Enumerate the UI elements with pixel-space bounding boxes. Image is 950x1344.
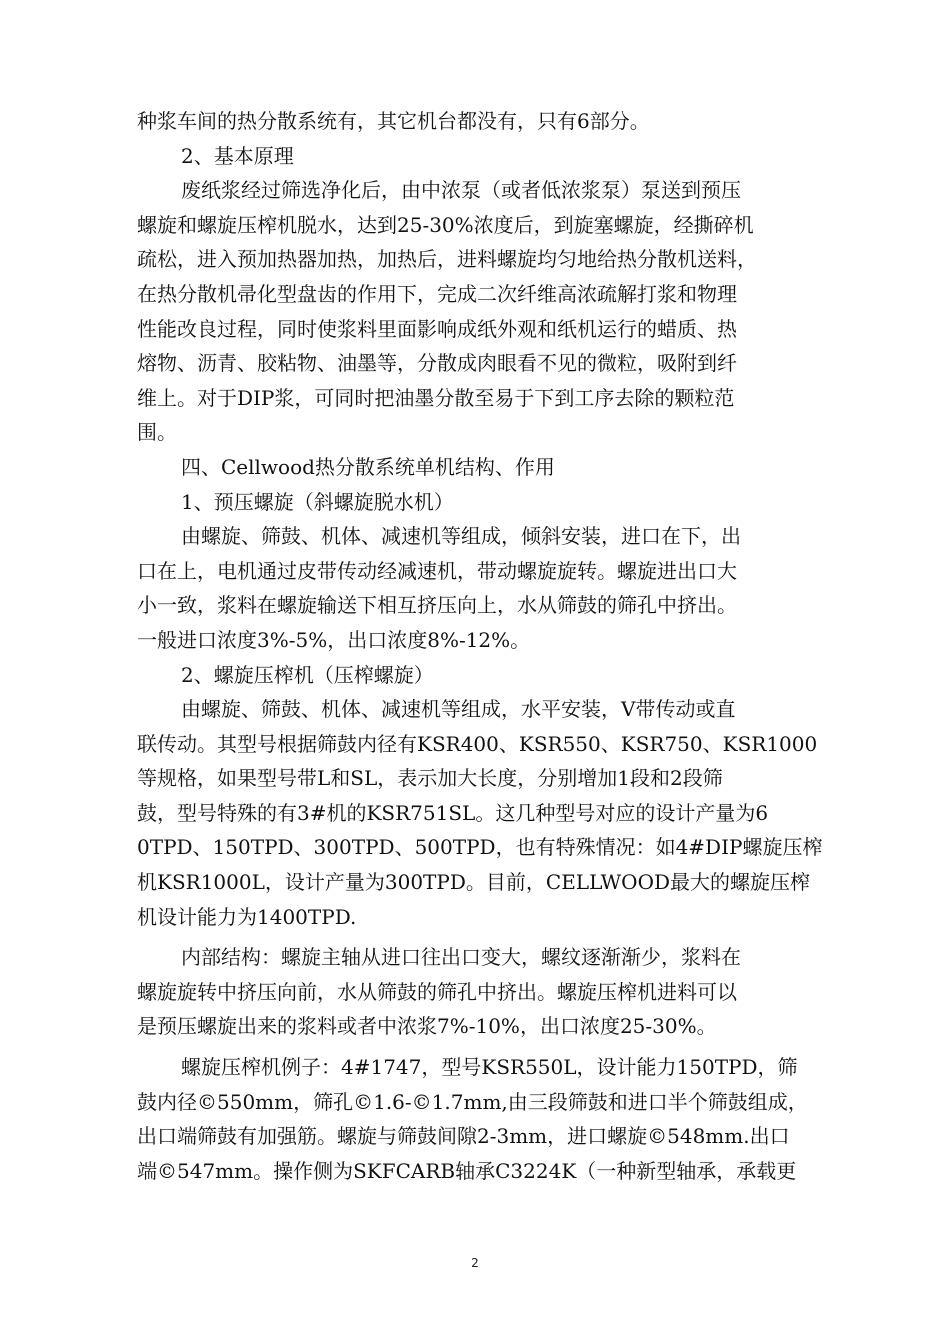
- section-heading: 四、Cellwood热分散系统单机结构、作用: [181, 454, 555, 479]
- text-line: 鼓，型号特殊的有3#机的KSR751SL。这几种型号对应的设计产量为6: [137, 800, 769, 825]
- text-line: 等规格，如果型号带L和SL，表示加大长度，分别增加1段和2段筛: [137, 766, 723, 791]
- text-line: 围。: [137, 420, 177, 445]
- text-line: 由螺旋、筛鼓、机体、减速机等组成，倾斜安装，进口在下，出: [181, 524, 741, 549]
- text-line: 维上。对于DIP浆，可同时把油墨分散至易于下到工序去除的颗粒范: [137, 385, 735, 410]
- section-heading: 2、基本原理: [181, 143, 294, 168]
- text-line: 废纸浆经过筛选净化后，由中浓泵（或者低浓浆泵）泵送到预压: [181, 178, 741, 203]
- text-line: 口在上，电机通过皮带传动经减速机，带动螺旋旋转。螺旋进出口大: [137, 558, 737, 583]
- text-line: 是预压螺旋出来的浆料或者中浓浆7%-10%，出口浓度25-30%。: [137, 1014, 717, 1039]
- text-line: 性能改良过程，同时使浆料里面影响成纸外观和纸机运行的蜡质、热: [137, 316, 737, 341]
- text-line: 小一致，浆料在螺旋输送下相互挤压向上，水从筛鼓的筛孔中挤出。: [137, 593, 737, 618]
- page-number: 2: [471, 1256, 479, 1270]
- text-line: 熔物、沥青、胶粘物、油墨等，分散成肉眼看不见的微粒，吸附到纤: [137, 351, 737, 376]
- text-line: 机设计能力为1400TPD.: [137, 904, 357, 929]
- text-line: 联传动。其型号根据筛鼓内径有KSR400、KSR550、KSR750、KSR1000: [137, 731, 818, 756]
- text-line: 一般进口浓度3%-5%，出口浓度8%-12%。: [137, 627, 531, 652]
- text-line: 0TPD、150TPD、300TPD、500TPD，也有特殊情况：如4#DIP螺旋压榨: [137, 835, 823, 860]
- text-line: 端©547mm。操作侧为SKFCARB轴承C3224K（一种新型轴承，承载更: [137, 1158, 797, 1183]
- text-line: 螺旋压榨机例子：4#1747，型号KSR550L，设计能力150TPD，筛: [181, 1055, 798, 1080]
- text-line: 由螺旋、筛鼓、机体、减速机等组成，水平安装，V带传动或直: [181, 697, 736, 722]
- section-heading: 1、预压螺旋（斜螺旋脱水机）: [181, 489, 454, 514]
- text-line: 机KSR1000L，设计产量为300TPD。目前，CELLWOOD最大的螺旋压榨: [137, 870, 810, 895]
- text-line: 螺旋和螺旋压榨机脱水，达到25-30%浓度后，到旋塞螺旋，经撕碎机: [137, 212, 754, 237]
- text-line: 螺旋旋转中挤压向前，水从筛鼓的筛孔中挤出。螺旋压榨机进料可以: [137, 979, 737, 1004]
- text-line: 种浆车间的热分散系统有，其它机台都没有，只有6部分。: [137, 109, 650, 133]
- text-line: 疏松，进入预加热器加热，加热后，进料螺旋均匀地给热分散机送料，: [137, 247, 757, 272]
- text-line: 出口端筛鼓有加强筋。螺旋与筛鼓间隙2-3mm，进口螺旋©548mm.出口: [137, 1124, 790, 1149]
- text-line: 鼓内径©550mm，筛孔©1.6-©1.7mm,由三段筛鼓和进口半个筛鼓组成，: [137, 1089, 808, 1114]
- document-body: [137, 104, 827, 1188]
- text-line: 内部结构：螺旋主轴从进口往出口变大，螺纹逐渐渐少，浆料在: [181, 945, 741, 970]
- text-line: 在热分散机帚化型盘齿的作用下，完成二次纤维高浓疏解打浆和物理: [137, 281, 737, 306]
- section-heading: 2、螺旋压榨机（压榨螺旋）: [181, 662, 434, 687]
